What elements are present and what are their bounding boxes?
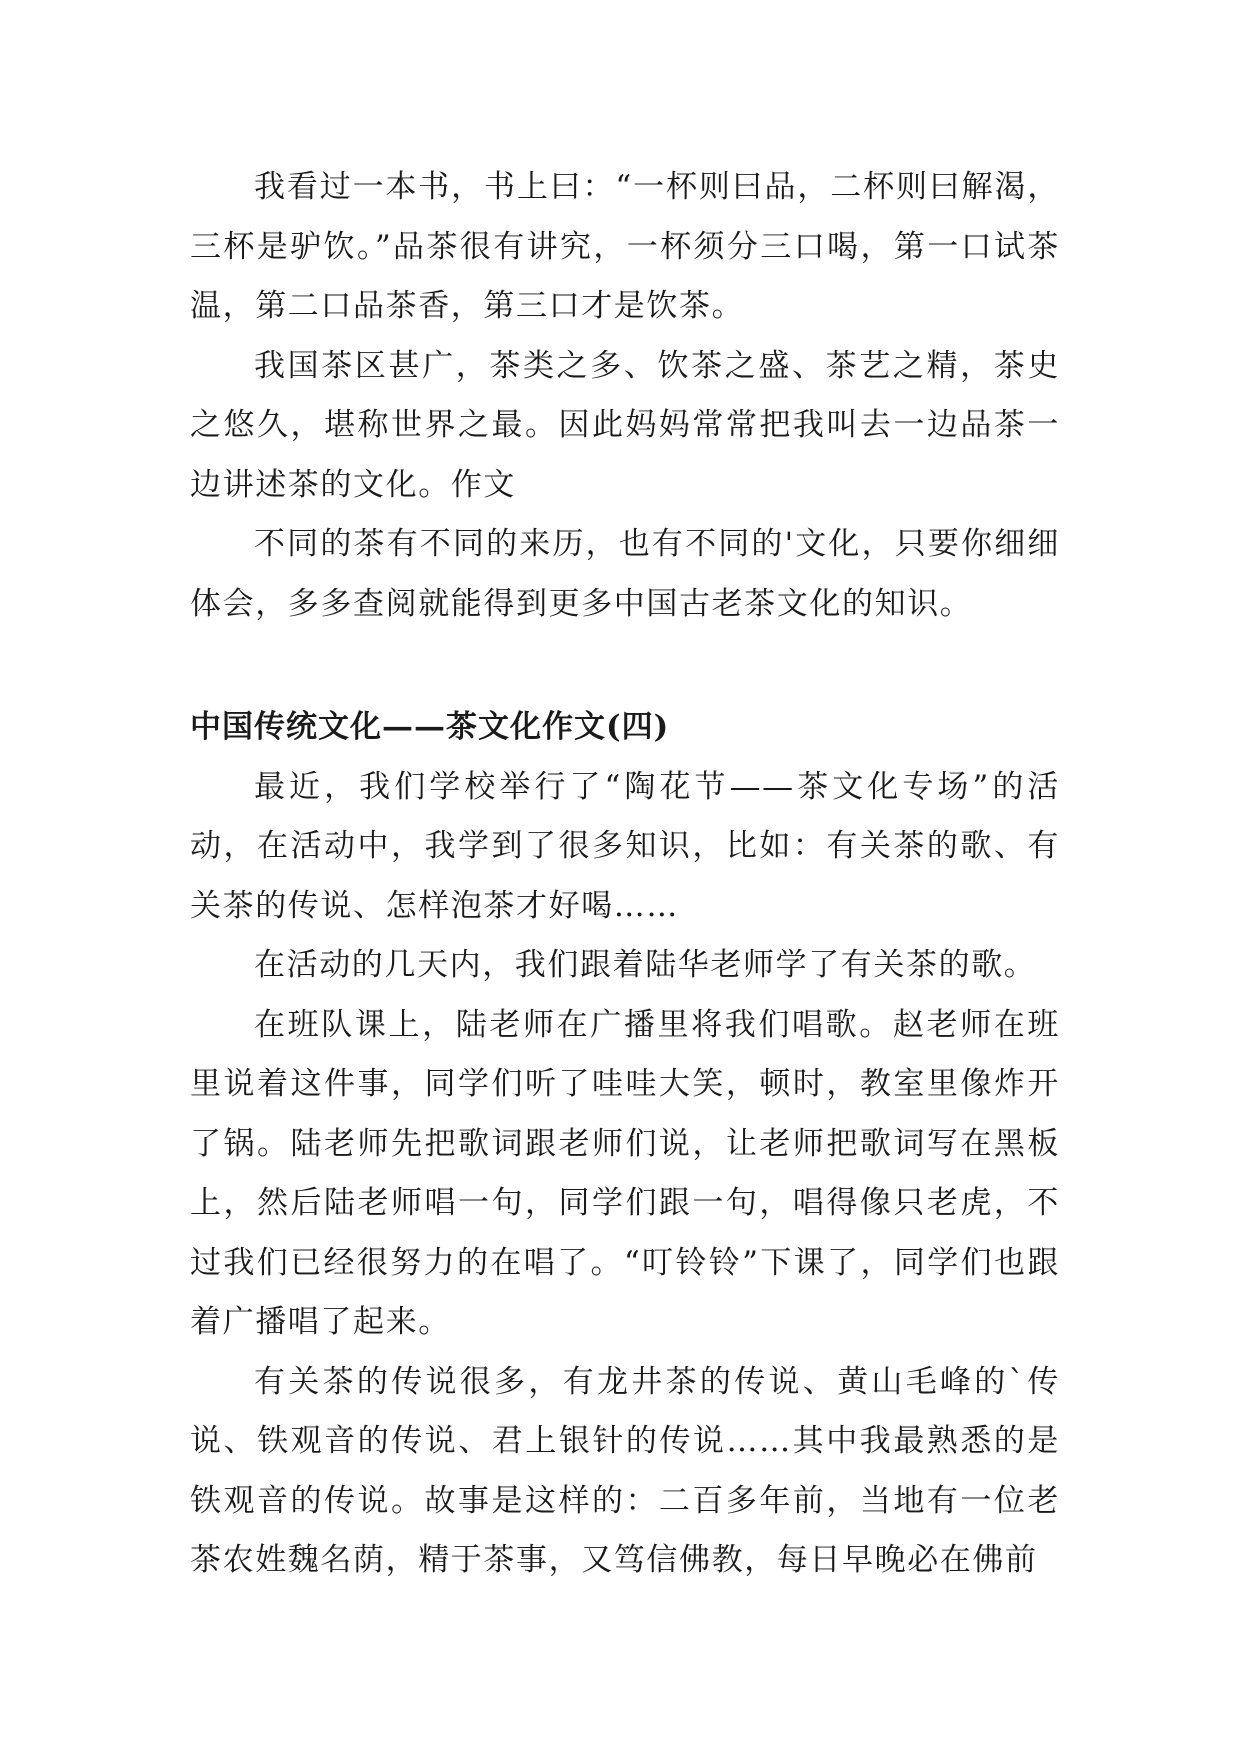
document-page — [190, 158, 1060, 1591]
body-paragraph: 我国茶区甚广，茶类之多、饮茶之盛、茶艺之精，茶史之悠久，堪称世界之最。因此妈妈常常把我叫去一边品茶一边讲述茶的文化。作文 — [190, 347, 1060, 503]
section-title: 中国传统文化——茶文化作文(四) — [190, 709, 670, 745]
body-paragraph: 我看过一本书，书上曰：“一杯则曰品，二杯则曰解渴，三杯是驴饮。”品茶很有讲究，一杯须分三口喝，第一口试茶温，第二口品茶香，第三口才是饮茶。 — [190, 169, 1060, 324]
body-paragraph: 有关茶的传说很多，有龙井茶的传说、黄山毛峰的`传说、铁观音的传说、君上银针的传说……其中我最熟悉的是铁观音的传说。故事是这样的：二百多年前，当地有一位老茶农姓魏名荫，精于茶事，又笃信佛教，每日早晚必在佛前 — [190, 1363, 1060, 1578]
body-paragraph: 在活动的几天内，我们跟着陆华老师学了有关茶的歌。 — [254, 947, 1037, 983]
body-paragraph: 不同的茶有不同的来历，也有不同的'文化，只要你细细体会，多多查阅就能得到更多中国古老茶文化的知识。 — [190, 526, 1060, 622]
body-paragraph: 最近，我们学校举行了“陶花节——茶文化专场”的活动，在活动中，我学到了很多知识，比如：有关茶的歌、有关茶的传说、怎样泡茶才好喝…… — [190, 768, 1060, 924]
body-paragraph: 在班队课上，陆老师在广播里将我们唱歌。赵老师在班里说着这件事，同学们听了哇哇大笑，顿时，教室里像炸开了锅。陆老师先把歌词跟老师们说，让老师把歌词写在黑板上，然后陆老师唱一句，同学们跟一句，唱得像只老虎，不过我们已经很努力的在唱了。“叮铃铃”下课了，同学们也跟着广播唱了起来。 — [190, 1006, 1060, 1340]
